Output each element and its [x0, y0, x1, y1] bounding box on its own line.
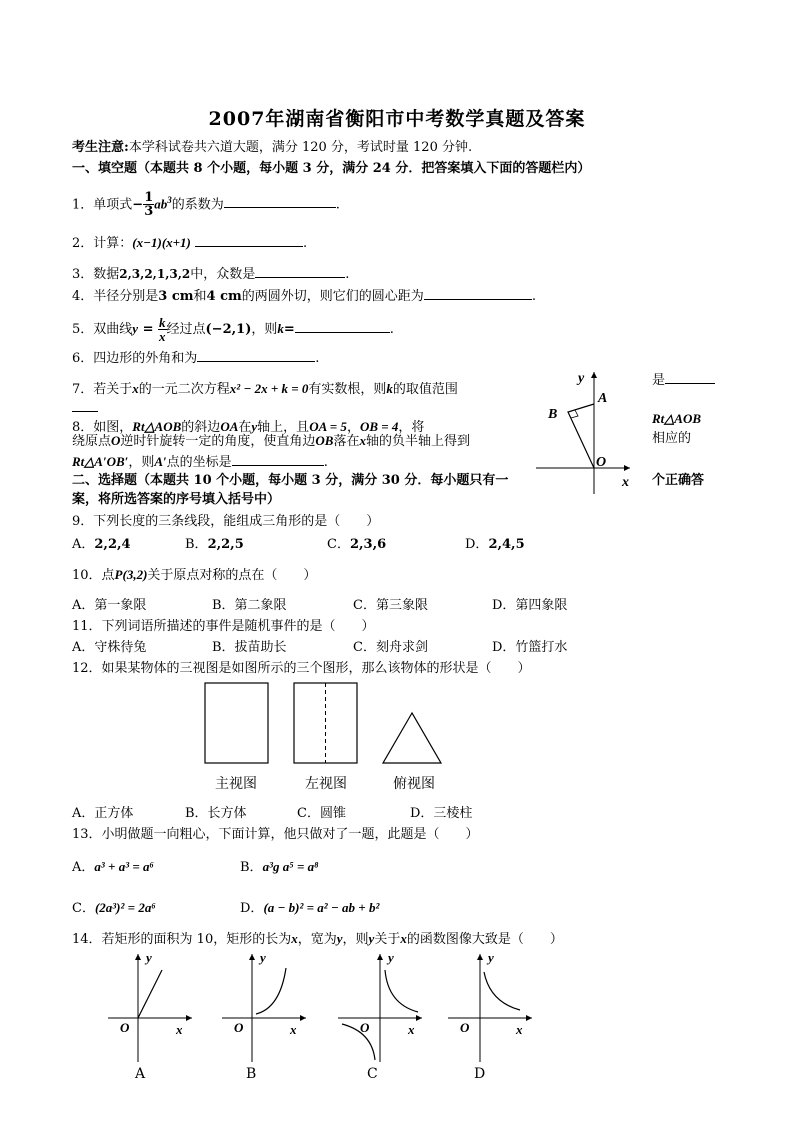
graph-c-caption: C	[367, 1066, 378, 1082]
fig8-label-y: y	[578, 371, 585, 386]
graph-d	[440, 948, 540, 1066]
q8-end: .	[323, 455, 328, 470]
q10-option-a: A．第一象限	[72, 598, 147, 613]
q4-text: 4．半径分别是	[72, 289, 159, 304]
graph-d-curve	[484, 972, 520, 1010]
graph-b-caption: B	[246, 1066, 257, 1082]
question-1: 1．单项式− $\frac{1}{3}$ $ab^3$的系数为 .	[72, 190, 340, 220]
fraction-k-over-x: $\frac{k}{x}$	[159, 315, 166, 344]
q11-option-a: A．守株待兔	[72, 640, 147, 655]
question-11: 11．下列词语所描述的事件是随机事件的是（ ）	[72, 619, 375, 634]
question-12: 12．如果某物体的三视图是如图所示的三个图形，那么该物体的形状是（ ）	[72, 661, 531, 676]
q8-right-2: 相应的	[652, 431, 692, 446]
q2-answer-blank[interactable]	[195, 233, 303, 247]
q2-text: 2．计算：	[72, 236, 133, 251]
q7-equation: x² − 2x + k = 0	[229, 381, 309, 396]
q1-text: 1．单项式	[72, 197, 133, 213]
q10-point: P(3,2)	[114, 567, 148, 582]
three-views-figure	[200, 680, 480, 766]
graph-a-y-label: y	[146, 950, 152, 965]
q14-text-4: 关于	[374, 932, 401, 947]
q4-answer-blank[interactable]	[424, 286, 532, 300]
q13-a-label: A．	[72, 860, 95, 875]
q9-b-label: B．	[185, 537, 208, 552]
q6-text: 6．四边形的外角和为	[72, 351, 198, 366]
q2-end: .	[303, 236, 308, 251]
question-4	[72, 286, 536, 306]
graph-b	[214, 948, 314, 1066]
q11-option-b: B．拔苗助长	[212, 640, 287, 655]
q3-text-2: 中，众数是	[190, 267, 256, 282]
q8-line2-text: 绕原点	[72, 434, 112, 449]
section2-heading-right: 个正确答	[652, 473, 705, 488]
q3-end: .	[345, 267, 350, 282]
q3-data: 2,3,2,1,3,2	[119, 267, 191, 281]
q5-end: .	[389, 322, 394, 337]
q13-option-c	[72, 899, 156, 918]
q14-text-2: ，宽为	[297, 932, 337, 947]
q8-answer-blank[interactable]	[232, 452, 324, 466]
front-view-caption: 主视图	[215, 776, 257, 792]
q8-o: O	[111, 433, 121, 448]
q9-option-d	[465, 536, 525, 554]
q5-text: 5．双曲线	[72, 322, 133, 337]
q8-line3-text-2: 点的坐标是	[166, 455, 232, 470]
q13-c-label: C．	[72, 901, 95, 916]
q3-text: 3．数据	[72, 267, 120, 282]
q9-option-c	[327, 536, 386, 554]
q10-option-d: D．第四象限	[492, 598, 568, 613]
graph-c-x-label: x	[408, 1022, 415, 1037]
q8-ob-value: OB = 4	[359, 419, 399, 434]
q8-ob: OB	[315, 433, 334, 448]
section1-heading: 一、填空题（本题共 8 个小题，每小题 3 分，满分 24 分．把答案填入下面的答题栏内）	[72, 161, 591, 176]
q12-option-b: B．长方体	[185, 806, 247, 821]
question-6	[72, 348, 319, 368]
q9-a-label: A．	[72, 537, 95, 552]
graph-c	[330, 948, 430, 1066]
q9-c-value: 2,3,6	[349, 537, 387, 552]
q8-a-prime: A′	[154, 454, 167, 469]
q7-text-3: 有实数根，则	[308, 382, 387, 397]
q14-text: 14．若矩形的面积为 10，矩形的长为	[72, 932, 292, 947]
q5-k: k	[277, 321, 284, 336]
q8-text-4: 轴上，且	[257, 420, 310, 435]
side-view-rectangle	[294, 683, 357, 763]
q3-answer-blank[interactable]	[255, 264, 345, 278]
graph-c-curve-q1	[385, 970, 418, 1012]
q13-b-label: B．	[240, 860, 263, 875]
q4-text-3: 的两圆外切，则它们的圆心距为	[241, 289, 424, 304]
question-5: 5．双曲线y = $\frac{k}{x}$ 经过点(−2,1)，则k= .	[72, 315, 394, 344]
q12-option-d: D．三棱柱	[410, 806, 473, 821]
front-view-rectangle	[205, 683, 268, 763]
question-14	[72, 930, 563, 949]
q14-y-2: y	[368, 931, 375, 946]
q4-text-2: 和	[193, 289, 207, 304]
q8-x: x	[359, 433, 366, 448]
q9-b-value: 2,2,5	[207, 537, 244, 552]
q8-oa: OA	[220, 419, 239, 434]
q7-text-5	[652, 370, 715, 390]
q8-y: y	[251, 419, 258, 434]
q8-figure	[528, 366, 638, 496]
fig8-label-o: O	[596, 455, 607, 470]
q9-d-value: 2,4,5	[488, 537, 525, 552]
q14-x: x	[291, 931, 298, 946]
top-view-triangle	[383, 713, 441, 763]
question-8-line3	[72, 452, 328, 472]
graph-c-y-label: y	[388, 950, 394, 965]
graph-d-y-label: y	[488, 950, 494, 965]
q9-c-label: C．	[327, 537, 350, 552]
triangle-aob	[568, 404, 594, 468]
q8-line2-text-2: 逆时针旋转一定的角度，使直角边	[120, 434, 316, 449]
q7-answer-blank-2[interactable]	[72, 398, 98, 418]
q7-k: k	[386, 381, 393, 396]
graph-c-curve-q3	[342, 1024, 375, 1060]
q1-answer-blank[interactable]	[224, 194, 336, 208]
fraction-one-third: $\frac{1}{3}$	[144, 190, 154, 220]
fig8-label-x: x	[622, 475, 629, 490]
graph-b-x-label: x	[290, 1022, 297, 1037]
q9-option-a	[72, 536, 131, 554]
graph-a	[100, 948, 200, 1066]
q8-text-5: ，将	[398, 420, 425, 435]
q8-text-3: 在	[238, 420, 252, 435]
q11-option-c: C．刻舟求剑	[353, 640, 428, 655]
q6-answer-blank[interactable]	[197, 348, 315, 362]
q13-b-expr: a³g a⁵ = a⁸	[262, 859, 319, 874]
q5-text-2: 经过点	[166, 322, 206, 337]
q10-text-2: 关于原点对称的点在（ ）	[147, 568, 317, 583]
q7-text-4: 的取值范围	[392, 382, 458, 397]
q12-option-a: A．正方体	[72, 806, 134, 821]
graph-b-curve	[256, 968, 286, 1014]
q13-option-a	[72, 858, 154, 877]
q7-answer-blank[interactable]	[665, 370, 715, 384]
q8-oa-value: OA = 5	[309, 419, 347, 434]
q4-r2: 4 cm	[206, 289, 242, 304]
fig8-label-a: A	[598, 391, 608, 406]
q8-rotated-triangle: Rt△A′OB′	[72, 454, 129, 469]
side-view-caption: 左视图	[305, 776, 347, 792]
q1-end: .	[335, 197, 340, 213]
question-10	[72, 566, 316, 585]
q8-right-1: Rt△AOB	[652, 411, 702, 426]
q5-eq: =	[283, 322, 295, 337]
graph-a-x-label: x	[176, 1022, 183, 1037]
graph-a-caption: A	[135, 1066, 146, 1082]
question-2	[72, 233, 307, 253]
q2-expression: (x−1)(x+1)	[132, 235, 191, 250]
q11-option-d: D．竹篮打水	[492, 640, 568, 655]
graph-a-origin: O	[120, 1020, 130, 1035]
question-8-line2	[72, 432, 470, 451]
q14-y: y	[336, 931, 343, 946]
q10-option-c: C．第三象限	[353, 598, 428, 613]
q13-option-d	[240, 899, 379, 918]
q9-a-value: 2,2,4	[94, 537, 131, 552]
q8-triangle: Rt△AOB	[132, 419, 182, 434]
question-3	[72, 264, 349, 284]
q8-line2-text-4: 轴的负半轴上得到	[366, 434, 471, 449]
q4-end: .	[531, 289, 536, 304]
q8-line2-text-3: 落在	[333, 434, 360, 449]
q10-text: 10．点	[72, 568, 115, 583]
q7-shi: 是	[652, 373, 666, 388]
notice-line	[72, 139, 472, 157]
notice-label: 考生注意:	[72, 140, 129, 155]
question-7	[72, 380, 458, 399]
q9-d-label: D．	[465, 537, 489, 552]
graph-d-origin: O	[460, 1020, 470, 1035]
q13-a-expr: a³ + a³ = a⁶	[94, 859, 155, 874]
q8-comma: ，	[346, 420, 360, 435]
question-13: 13．小明做题一向粗心，下面计算，他只做对了一题，此题是（ ）	[72, 827, 479, 842]
top-view-caption: 俯视图	[393, 776, 435, 792]
q9-option-b	[185, 536, 244, 554]
notice-text: 本学科试卷共六道大题，满分 120 分，考试时量 120 分钟.	[128, 140, 473, 155]
graph-a-curve	[138, 970, 162, 1018]
q14-x-2: x	[400, 931, 407, 946]
q8-text: 8．如图，	[72, 420, 133, 435]
q6-end: .	[315, 351, 320, 366]
q1-text-2: 的系数为	[171, 197, 224, 213]
q8-text-2: 的斜边	[181, 420, 221, 435]
q8-line3-text: ，则	[128, 455, 155, 470]
question-9: 9．下列长度的三条线段，能组成三角形的是（ ）	[72, 514, 380, 529]
q5-answer-blank[interactable]	[295, 319, 390, 333]
q13-option-b	[240, 858, 319, 877]
q5-point: (−2,1)	[205, 322, 252, 337]
q14-text-5: 的函数图像大致是（ ）	[406, 932, 563, 947]
q10-option-b: B．第二象限	[212, 598, 287, 613]
page-title: 2007年湖南省衡阳市中考数学真题及答案	[208, 108, 586, 130]
graph-b-origin: O	[234, 1020, 244, 1035]
section2-heading: 二、选择题（本题共 10 个小题，每小题 3 分，满分 30 分．每小题只有一	[72, 473, 509, 488]
graph-c-origin: O	[360, 1020, 370, 1035]
q7-text: 7．若关于	[72, 382, 133, 397]
graph-b-y-label: y	[260, 950, 266, 965]
q7-text-2: 的一元二次方程	[138, 382, 230, 397]
graph-d-x-label: x	[516, 1022, 523, 1037]
q13-c-expr: (2a³)² = 2a⁶	[94, 900, 156, 915]
q14-text-3: ，则	[342, 932, 369, 947]
q4-r1: 3 cm	[158, 289, 194, 304]
fig8-label-b: B	[548, 407, 558, 422]
graph-d-caption: D	[474, 1066, 486, 1082]
q5-text-3: ，则	[251, 322, 278, 337]
q7-x: x	[132, 381, 139, 396]
q13-d-expr: (a − b)² = a² − ab + b²	[263, 900, 380, 915]
section2-heading-2: 案，将所选答案的序号填入括号中）	[72, 492, 281, 507]
q13-d-label: D．	[240, 901, 264, 916]
q12-option-c: C．圆锥	[297, 806, 346, 821]
